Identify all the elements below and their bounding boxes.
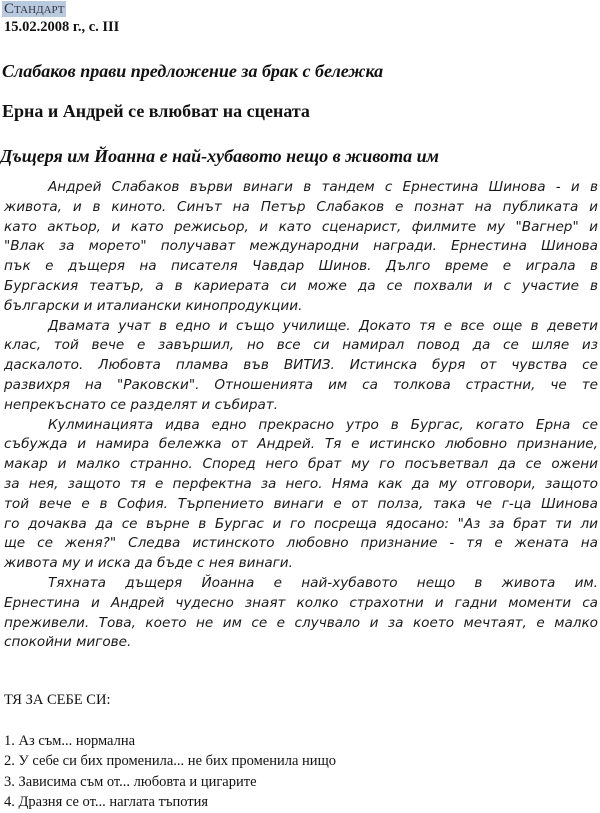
- article-body: [4, 178, 598, 653]
- paragraph-line: преживели. Това, което не им се е случвало и за което мечтаят, е малко: [4, 614, 598, 631]
- paragraph: [4, 416, 598, 574]
- paragraph-line: развихря на "Раковски". Отношенията им са толкова страстни, че те: [4, 376, 598, 393]
- paragraph-line: макар и малко странно. Според него брат му го посъветвал да се ожени: [4, 456, 598, 473]
- paragraph-line: за нея, защото тя е перфектна за него. Няма как да му отговори, защото: [4, 475, 598, 492]
- paragraph-line: Ернестина и Андрей чудесно знаят колко страхотни и гадни моменти са: [4, 594, 598, 611]
- paragraph: [4, 574, 598, 653]
- list-item: 4. Дразня се от... наглата тъпотия: [4, 794, 209, 810]
- dateline: 15.02.2008 г., с. III: [4, 19, 120, 35]
- paragraph-line: Кулминацията идва едно прекрасно утро в Бургас, когато Ерна се: [48, 416, 598, 433]
- headline-1: Слабаков прави предложение за брак с бележка: [2, 61, 384, 81]
- headline-3: Дъщеря им Йоанна е най-хубавото нещо в живота им: [0, 146, 439, 166]
- list-item: 2. У себе си бих променила... не бих променила нищо: [4, 753, 336, 769]
- paragraph-line: Бургаския театър, а в кариерата си може да се похвали и с участие в: [4, 277, 598, 294]
- paragraph-line: той вече е в София. Търпението винаги е от полза, така че г-ца Шинова: [4, 495, 598, 512]
- paragraph-line: го дочаква да се върне в Бургас и го посреща ядосано: "Аз за брат ти ли: [4, 515, 598, 532]
- headline-2: Ерна и Андрей се влюбват на сцената: [2, 101, 310, 121]
- paragraph-line: даскалото. Любовта пламва във ВИТИЗ. Истинска буря от чувства се: [4, 357, 598, 374]
- paragraph-line: Андрей Слабаков върви винаги в тандем с Ернестина Шинова - и в: [48, 179, 598, 195]
- paragraph-line: пък е дъщеря на писателя Чавдар Шинов. Дълго време е играла в: [4, 258, 598, 275]
- paragraph-line: спокойни мигове.: [4, 634, 132, 651]
- paragraph-line: "Влак за морето" получават международни награди. Ернестина Шинова: [4, 238, 598, 255]
- paragraph-line: ще се женя?" Следва истинското любовно признание - тя е жената на: [4, 535, 598, 552]
- paragraph-line: клас, той вече е завършил, но все си намирал повод да се шляе из: [4, 337, 598, 354]
- sidebar-title: ТЯ ЗА СЕБЕ СИ:: [4, 692, 111, 708]
- paragraph-line: живота му и иска да бъде с нея винаги.: [4, 555, 293, 572]
- paragraph-line: Двамата учат в едно и също училище. Докато тя е все още в девети: [48, 317, 598, 334]
- sidebar-box: [4, 690, 336, 813]
- paragraph: [4, 178, 598, 317]
- paragraph: [4, 317, 598, 416]
- list-item: 1. Аз съм... нормална: [4, 732, 136, 749]
- paragraph-line: Тяхната дъщеря Йоанна е най-хубавото нещо в живота им.: [48, 574, 598, 591]
- paragraph-line: като актьор, и като режисьор, и като сценарист, филмите му "Вагнер" и: [4, 218, 598, 235]
- paragraph-line: непрекъснато се разделят и събират.: [4, 396, 279, 413]
- list-item: 3. Зависима съм от... любовта и цигарите: [4, 773, 257, 790]
- paragraph-line: български и италиански кинопродукции.: [4, 297, 303, 314]
- publication-name: Стандарт: [4, 1, 65, 17]
- paragraph-line: живота, и в киното. Синът на Петър Слабаков е познат на публиката и: [4, 198, 598, 215]
- paragraph-line: събужда и намира бележка от Андрей. Тя е истинско любовно признание,: [4, 436, 598, 453]
